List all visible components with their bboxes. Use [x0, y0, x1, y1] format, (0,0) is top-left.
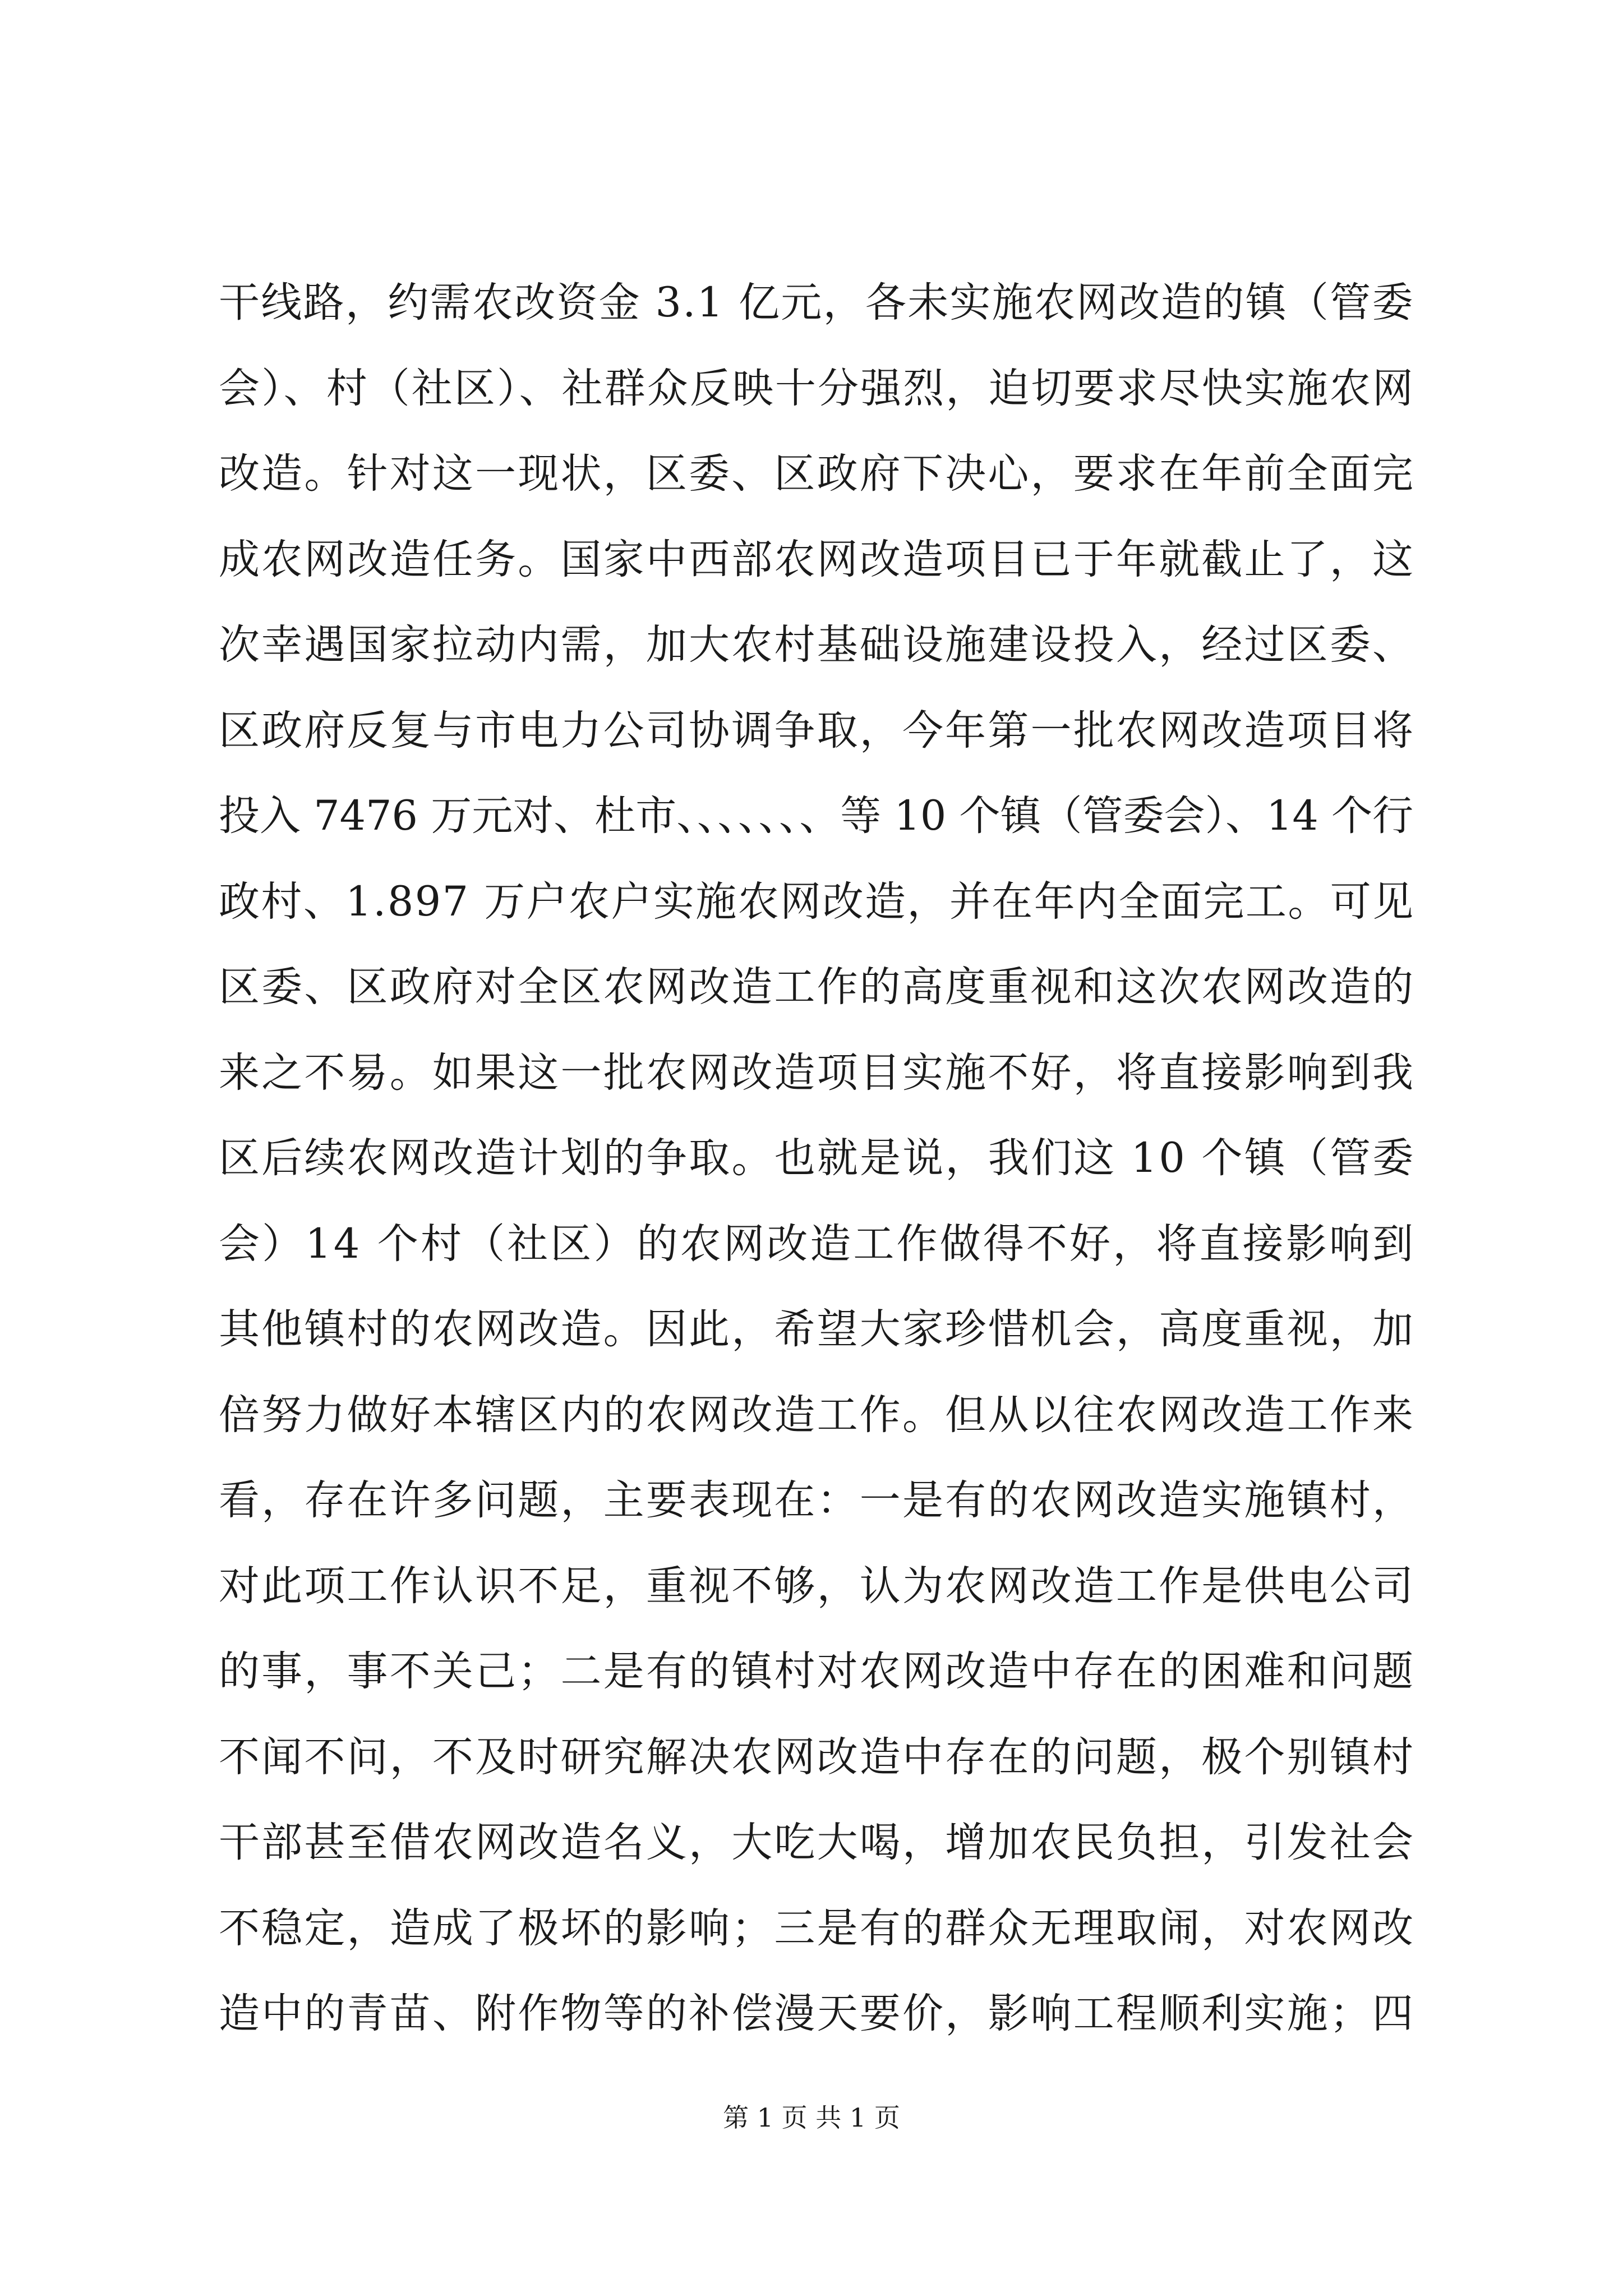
text-line: 干线路，约需农改资金 3.1 亿元，各未实施农网改造的镇（管委 — [219, 279, 1414, 326]
text-line: 来之不易。如果这一批农网改造项目实施不好，将直接影响到我 — [219, 1048, 1415, 1097]
text-line: 干部甚至借农网改造名义，大吃大喝，增加农民负担，引发社会 — [219, 1819, 1415, 1866]
text-line: 次幸遇国家拉动内需，加大农村基础设施建设投入，经过区委、 — [219, 621, 1415, 669]
text-line: 政村、1.897 万户农户实施农网改造，并在年内全面完工。可见 — [219, 877, 1415, 926]
text-line: 看，存在许多问题，主要表现在：一是有的农网改造实施镇村， — [219, 1476, 1415, 1524]
text-line: 区后续农网改造计划的争取。也就是说，我们这 10 个镇（管委 — [219, 1134, 1415, 1182]
text-line: 倍努力做好本辖区内的农网改造工作。但从以往农网改造工作来 — [219, 1391, 1415, 1439]
text-line: 成农网改造任务。国家中西部农网改造项目已于年就截止了，这 — [219, 535, 1415, 583]
text-line: 造中的青苗、附作物等的补偿漫天要价，影响工程顺利实施；四 — [219, 1990, 1415, 2037]
text-line: 会）、村（社区）、社群众反映十分强烈，迫切要求尽快实施农网 — [219, 364, 1415, 412]
text-line: 的事，事不关己；二是有的镇村对农网改造中存在的困难和问题 — [219, 1648, 1415, 1695]
text-line: 会）14 个村（社区）的农网改造工作做得不好，将直接影响到 — [219, 1220, 1416, 1268]
text-line: 不闻不问，不及时研究解决农网改造中存在的问题，极个别镇村 — [219, 1733, 1415, 1781]
text-line: 投入 7476 万元对、杜市、、、、、、、等 10 个镇（管委会）、14 个行 — [219, 792, 1414, 840]
text-line: 不稳定，造成了极坏的影响；三是有的群众无理取闹，对农网改 — [219, 1904, 1415, 1952]
text-line: 区委、区政府对全区农网改造工作的高度重视和这次农网改造的 — [219, 963, 1415, 1011]
text-line: 改造。针对这一现状，区委、区政府下决心，要求在年前全面完 — [219, 450, 1415, 498]
text-line: 对此项工作认识不足，重视不够，认为农网改造工作是供电公司 — [219, 1562, 1415, 1610]
text-line: 区政府反复与市电力公司协调争取，今年第一批农网改造项目将 — [219, 706, 1415, 754]
page-footer: 第 1 页 共 1 页 — [723, 2102, 900, 2133]
text-line: 其他镇村的农网改造。因此，希望大家珍惜机会，高度重视，加 — [219, 1305, 1415, 1353]
